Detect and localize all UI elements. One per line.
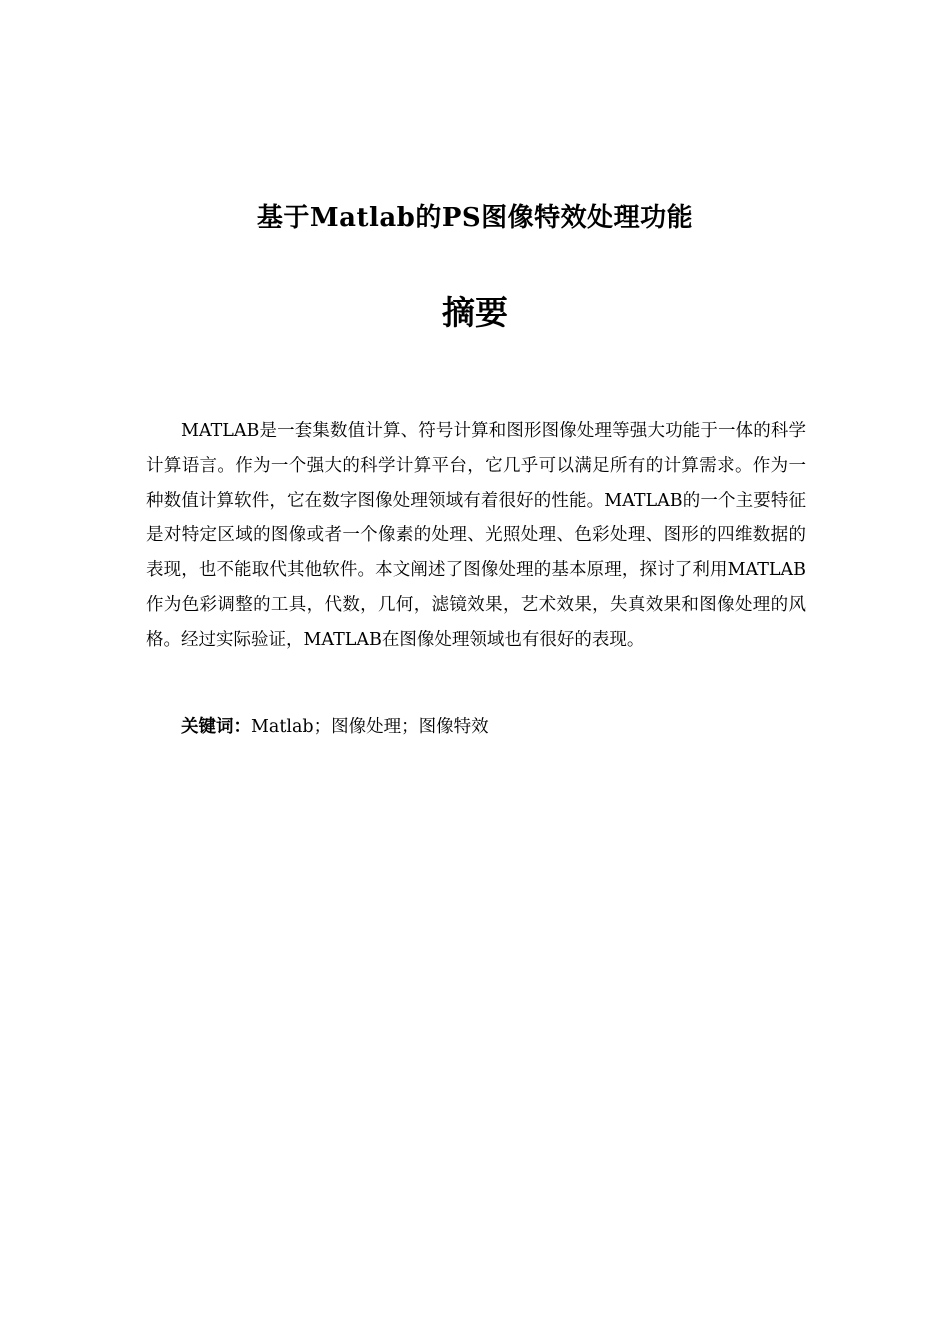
document-title: 基于Matlab的PS图像特效处理功能 (256, 203, 694, 233)
keywords-label: 关键词： (181, 717, 251, 737)
keywords-line (181, 710, 806, 745)
keywords-value: Matlab；图像处理；图像特效 (251, 717, 489, 737)
abstract-heading: 摘要 (442, 293, 508, 332)
abstract-paragraph: MATLAB是一套集数值计算、符号计算和图形图像处理等强大功能于一体的科学计算语言。作为一个强大的科学计算平台，它几乎可以满足所有的计算需求。作为一种数值计算软件，它在数字图像处理领域有着很好的性能。MATLAB的一个主要特征是对特定区域的图像或者一个像素的处理、光照处理、色彩处理、图形的四维数据的表现，也不能取代其他软件。本文阐述了图像处理的基本原理，探讨了利用MATLAB作为色彩调整的工具，代数，几何，滤镜效果，艺术效果，失真效果和图像处理的风格。经过实际验证，MATLAB在图像处理领域也有很好的表现。 (146, 421, 806, 650)
